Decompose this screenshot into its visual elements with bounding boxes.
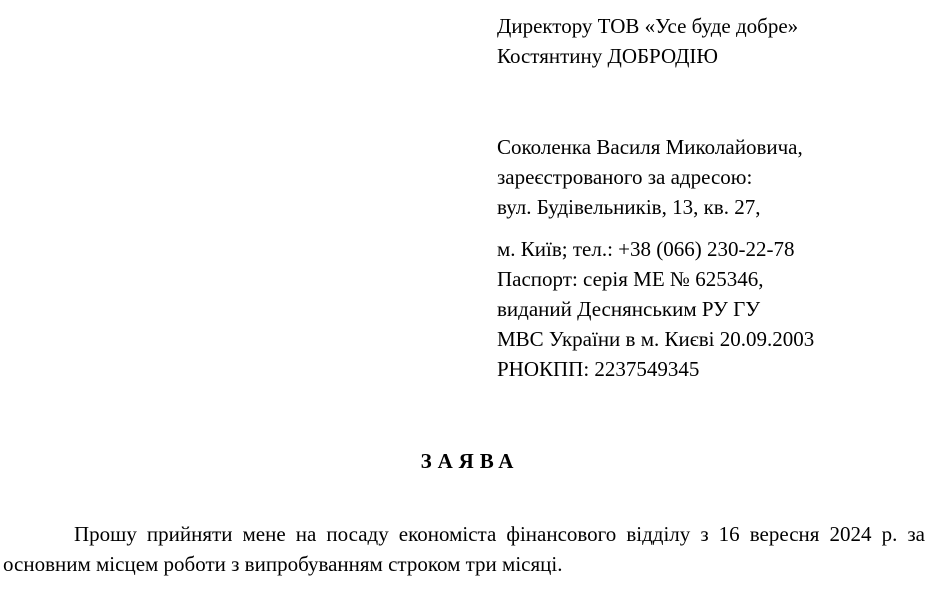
addressee-name: Костянтину ДОБРОДІЮ (497, 44, 719, 68)
applicant-name: Соколенка Василя Миколайовича, (497, 135, 803, 159)
addressee-position: Директору ТОВ «Усе буде добре» (497, 14, 799, 38)
document-title: ЗАЯВА (420, 449, 520, 473)
application-body: Прошу прийняти мене на посаду економіста фінансового відділу з 16 вересня 2024 р. за основним місцем роботи з випробуванням строком три місяці. (3, 522, 925, 576)
registered-address-label: зареєстрованого за адресою: (497, 165, 753, 189)
city-and-phone: м. Київ; тел.: +38 (066) 230-22-78 (497, 237, 795, 261)
passport-issued-by-continued: МВС України в м. Києві 20.09.2003 (497, 327, 815, 351)
passport-issued-by: виданий Деснянським РУ ГУ (497, 297, 761, 321)
passport-number: Паспорт: серія МЕ № 625346, (497, 267, 764, 291)
street-address: вул. Будівельників, 13, кв. 27, (497, 195, 761, 219)
tax-id: РНОКПП: 2237549345 (497, 357, 700, 381)
